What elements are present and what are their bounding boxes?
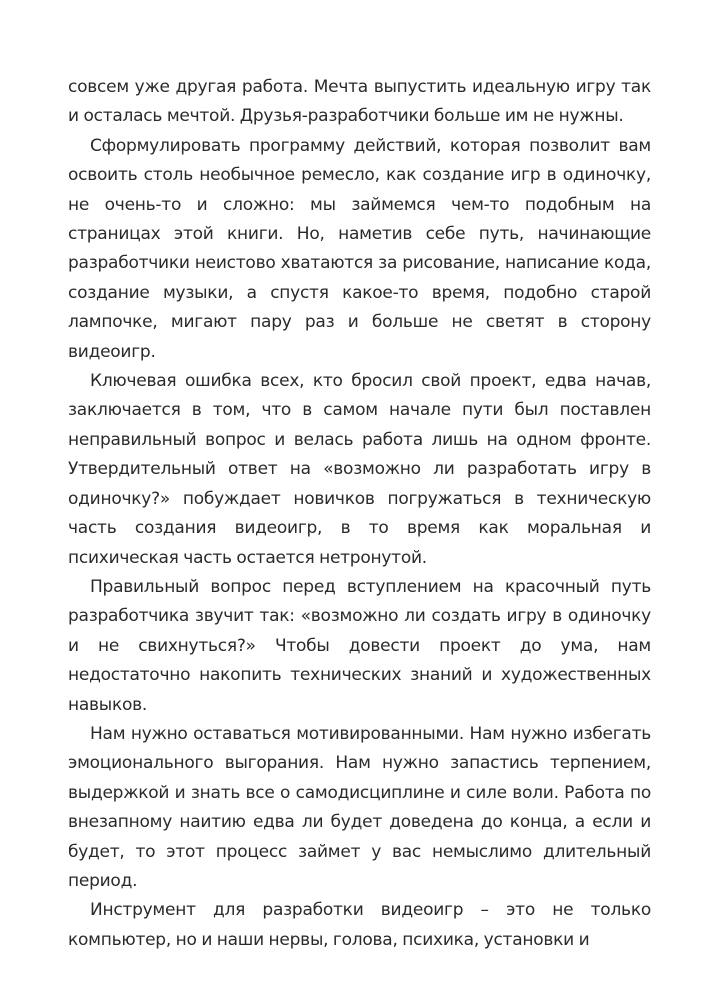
paragraph-motivation: Нам нужно оставаться мотивированными. Нам нужно избегать эмоционального выгорания. Нам нужно запастись терпением, выдержкой и знать все о самодисциплине и силе воли. Работа по внезапному наитию едва ли будет доведена до конца, а если и будет, то этот процесс займет у вас немыслимо длительный период. — [68, 723, 651, 891]
page-body — [68, 73, 651, 955]
paragraph-continuation: совсем уже другая работа. Мечта выпустить идеальную игру так и осталась мечтой. Друзья-разработчики больше им не нужны. — [68, 77, 651, 127]
paragraph-right-question: Правильный вопрос перед вступлением на красочный путь разработчика звучит так: «возможно ли создать игру в одиночку и не свихнуться?» Чтобы довести проект до ума, нам недостаточно накопить технических знаний и художественных навыков. — [68, 576, 651, 715]
paragraph-tool: Инструмент для разработки видеоигр – это не только компьютер, но и наши нервы, голова, психика, установки и — [68, 900, 651, 950]
paragraph-action-program: Сформулировать программу действий, которая позволит вам освоить столь необычное ремесло, как создание игр в одиночку, не очень-то и сложно: мы займемся чем-то подобным на страницах этой книги. Но, наметив себе путь, начинающие разработчики неистово хватаются за рисование, написание кода, создание музыки, а спустя какое-то время, подобно старой лампочке, мигают пару раз и больше не светят в сторону видеоигр. — [68, 135, 651, 362]
paragraph-key-mistake: Ключевая ошибка всех, кто бросил свой проект, едва начав, заключается в том, что в самом начале пути был поставлен неправильный вопрос и велась работа лишь на одном фронте. Утвердительный ответ на «возможно ли разработать игру в одиночку?» побуждает новичков погружаться в техническую часть создания видеоигр, в то время как моральная и психическая часть остается нетронутой. — [68, 371, 651, 568]
